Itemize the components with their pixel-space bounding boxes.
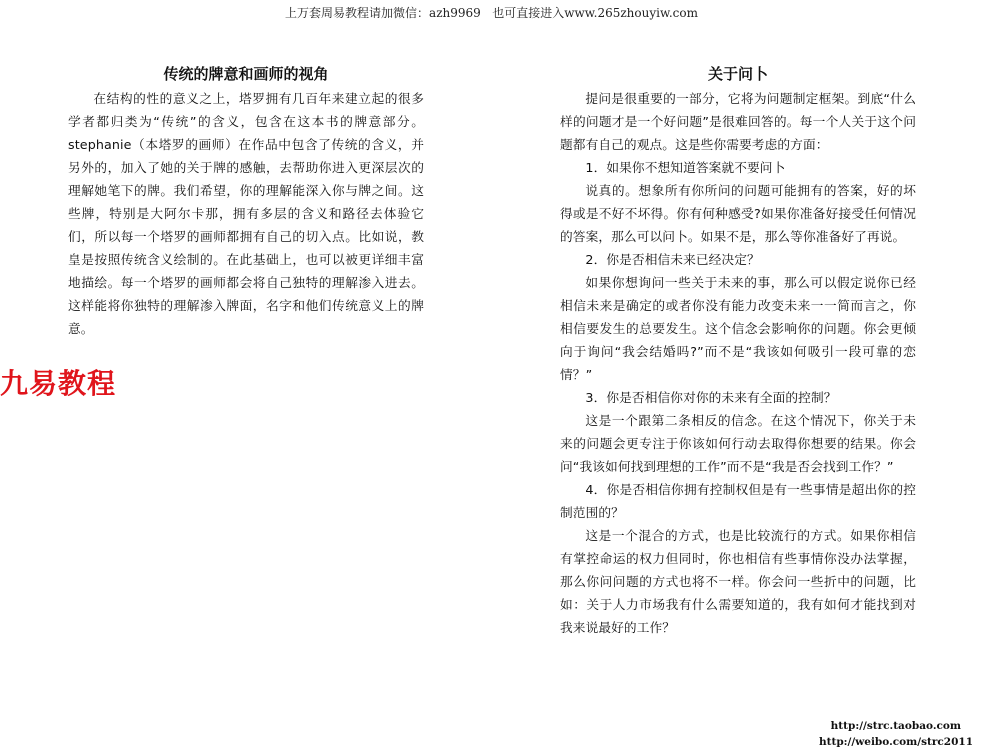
right-heading-3: 3．你是否相信你对你的未来有全面的控制？: [585, 390, 837, 405]
right-section-title: 关于问卜: [707, 65, 768, 83]
left-section-title: 传统的牌意和画师的视角: [163, 65, 329, 83]
footer-taobao-link: http://strc.taobao.com: [830, 720, 961, 732]
right-paragraph-intro: 提问是很重要的一部分，它将为问题制定框架。到底“什么样的问题才是一个好问题”是很难回答的。每一个人关于这个问题都有自己的观点。这是些你需要考虑的方面：: [560, 91, 916, 152]
right-heading-4: 4．你是否相信你拥有控制权但是有一些事情是超出你的控制范围的？: [560, 482, 916, 520]
watermark-logo: 九易教程: [0, 367, 117, 400]
right-paragraph-2: 如果你想询问一些关于未来的事，那么可以假定说你已经相信未来是确定的或者你没有能力改变未来一一简而言之，你相信要发生的总要发生。这个信念会影响你的问题。你会更倾向于询问“我会结婚吗?”而不是“我该如何吸引一段可靠的恋情？”: [560, 275, 916, 382]
left-paragraph: 在结构的性的意义之上，塔罗拥有几百年来建立起的很多学者都归类为“传统”的含义，包含在这本书的牌意部分。stephanie（本塔罗的画师）在作品中包含了传统的含义，并另外的，加入了她的关于牌的感触，去帮助你进入更深层次的理解她笔下的牌。我们希望，你的理解能深入你与牌之间。这些牌，特别是大阿尔卡那，拥有多层的含义和路径去体验它们，所以每一个塔罗的画师都拥有自己的切入点。比如说，教皇是按照传统含义绘制的。在此基础上，也可以被更详细丰富地描绘。每一个塔罗的画师都会将自己独特的理解渗入进去。这样能将你独特的理解渗入牌面，名字和他们传统意义上的牌意。: [68, 91, 424, 336]
footer-weibo-link: http://weibo.com/strc2011: [819, 736, 973, 748]
right-paragraph-1: 说真的。想象所有你所问的问题可能拥有的答案，好的坏得或是不好不坏得。你有何种感受?如果你准备好接受任何情况的答案，那么可以问卜。如果不是，那么等你准备好了再说。: [560, 183, 916, 244]
right-heading-2: 2．你是否相信未来已经决定？: [585, 252, 760, 267]
top-banner: 上万套周易教程请加微信：azh9969 也可直接进入www.265zhouyiw.com: [285, 6, 698, 20]
right-column: [560, 63, 916, 639]
right-paragraph-4: 这是一个混合的方式，也是比较流行的方式。如果你相信有掌控命运的权力但同时，你也相信有些事情你没办法掌握，那么你问问题的方式也将不一样。你会问一些折中的问题，比如：关于人力市场我有什么需要知道的，我有如何才能找到对我来说最好的工作？: [560, 528, 916, 635]
left-column: [68, 63, 424, 340]
right-paragraph-3: 这是一个跟第二条相反的信念。在这个情况下，你关于未来的问题会更专注于你该如何行动去取得你想要的结果。你会问“我该如何找到理想的工作”而不是“我是否会找到工作？”: [560, 413, 916, 474]
right-heading-1: 1．如果你不想知道答案就不要问卜: [585, 160, 786, 175]
